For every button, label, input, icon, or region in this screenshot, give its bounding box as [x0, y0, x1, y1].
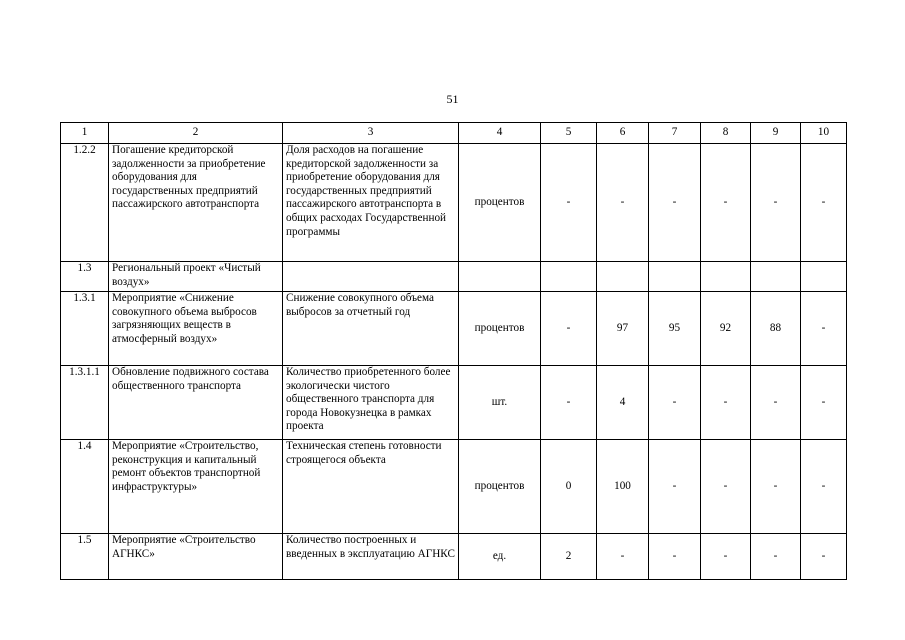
- header-cell: 6: [597, 123, 649, 144]
- row-indicator: Доля расходов на погашение кредиторской задолженности за приобретение оборудования для государственных предприятий пассажирского автотранспорта в общих расходах Государственной программы: [283, 144, 459, 262]
- value-col-6: -: [597, 534, 649, 580]
- value-col-7: -: [649, 534, 701, 580]
- value-col-5: 2: [541, 534, 597, 580]
- row-unit: ед.: [459, 534, 541, 580]
- row-name: Мероприятие «Строительство, реконструкция и капитальный ремонт объектов транспортной инфраструктуры»: [109, 440, 283, 534]
- header-cell: 8: [701, 123, 751, 144]
- value-col-5: [541, 262, 597, 292]
- value-col-5: -: [541, 144, 597, 262]
- row-number: 1.5: [61, 534, 109, 580]
- row-indicator: Техническая степень готовности строящегося объекта: [283, 440, 459, 534]
- table-row: [61, 366, 847, 440]
- value-col-5: 0: [541, 440, 597, 534]
- row-indicator: Количество приобретенного более экологически чистого общественного транспорта для города Новокузнецка в рамках проекта: [283, 366, 459, 440]
- row-name: Мероприятие «Снижение совокупного объема выбросов загрязняющих веществ в атмосферный воздух»: [109, 292, 283, 366]
- value-col-6: 97: [597, 292, 649, 366]
- value-col-9: [751, 262, 801, 292]
- table-row: [61, 144, 847, 262]
- value-col-9: 88: [751, 292, 801, 366]
- row-name: Региональный проект «Чистый воздух»: [109, 262, 283, 292]
- header-cell: 3: [283, 123, 459, 144]
- value-col-7: -: [649, 440, 701, 534]
- row-number: 1.4: [61, 440, 109, 534]
- row-number: 1.3.1: [61, 292, 109, 366]
- value-col-10: -: [801, 534, 847, 580]
- value-col-10: -: [801, 292, 847, 366]
- value-col-7: -: [649, 366, 701, 440]
- value-col-5: -: [541, 292, 597, 366]
- value-col-10: [801, 262, 847, 292]
- value-col-10: -: [801, 440, 847, 534]
- header-cell: 10: [801, 123, 847, 144]
- row-indicator: [283, 262, 459, 292]
- row-name: Погашение кредиторской задолженности за приобретение оборудования для государственных предприятий пассажирского автотранспорта: [109, 144, 283, 262]
- value-col-8: -: [701, 440, 751, 534]
- value-col-8: -: [701, 366, 751, 440]
- row-unit: процентов: [459, 144, 541, 262]
- value-col-8: [701, 262, 751, 292]
- value-col-10: -: [801, 366, 847, 440]
- table-row: [61, 292, 847, 366]
- value-col-8: -: [701, 144, 751, 262]
- value-col-8: -: [701, 534, 751, 580]
- header-cell: 1: [61, 123, 109, 144]
- header-cell: 7: [649, 123, 701, 144]
- header-cell: 4: [459, 123, 541, 144]
- value-col-9: -: [751, 440, 801, 534]
- table-row: [61, 262, 847, 292]
- page-number: 51: [446, 92, 459, 106]
- value-col-5: -: [541, 366, 597, 440]
- value-col-6: 100: [597, 440, 649, 534]
- value-col-9: -: [751, 534, 801, 580]
- row-number: 1.3: [61, 262, 109, 292]
- table-row: [61, 534, 847, 580]
- value-col-9: -: [751, 144, 801, 262]
- value-col-9: -: [751, 366, 801, 440]
- value-col-6: [597, 262, 649, 292]
- row-name: Мероприятие «Строительство АГНКС»: [109, 534, 283, 580]
- row-name: Обновление подвижного состава общественного транспорта: [109, 366, 283, 440]
- header-cell: 2: [109, 123, 283, 144]
- table-row: [61, 440, 847, 534]
- indicators-table: [60, 122, 847, 580]
- row-unit: [459, 262, 541, 292]
- row-unit: процентов: [459, 292, 541, 366]
- value-col-10: -: [801, 144, 847, 262]
- value-col-6: -: [597, 144, 649, 262]
- header-cell: 9: [751, 123, 801, 144]
- row-number: 1.2.2: [61, 144, 109, 262]
- row-indicator: Снижение совокупного объема выбросов за отчетный год: [283, 292, 459, 366]
- row-indicator: Количество построенных и введенных в эксплуатацию АГНКС: [283, 534, 459, 580]
- row-unit: шт.: [459, 366, 541, 440]
- value-col-6: 4: [597, 366, 649, 440]
- row-number: 1.3.1.1: [61, 366, 109, 440]
- value-col-8: 92: [701, 292, 751, 366]
- value-col-7: 95: [649, 292, 701, 366]
- value-col-7: -: [649, 144, 701, 262]
- row-unit: процентов: [459, 440, 541, 534]
- value-col-7: [649, 262, 701, 292]
- header-cell: 5: [541, 123, 597, 144]
- table-header-row: [61, 123, 847, 144]
